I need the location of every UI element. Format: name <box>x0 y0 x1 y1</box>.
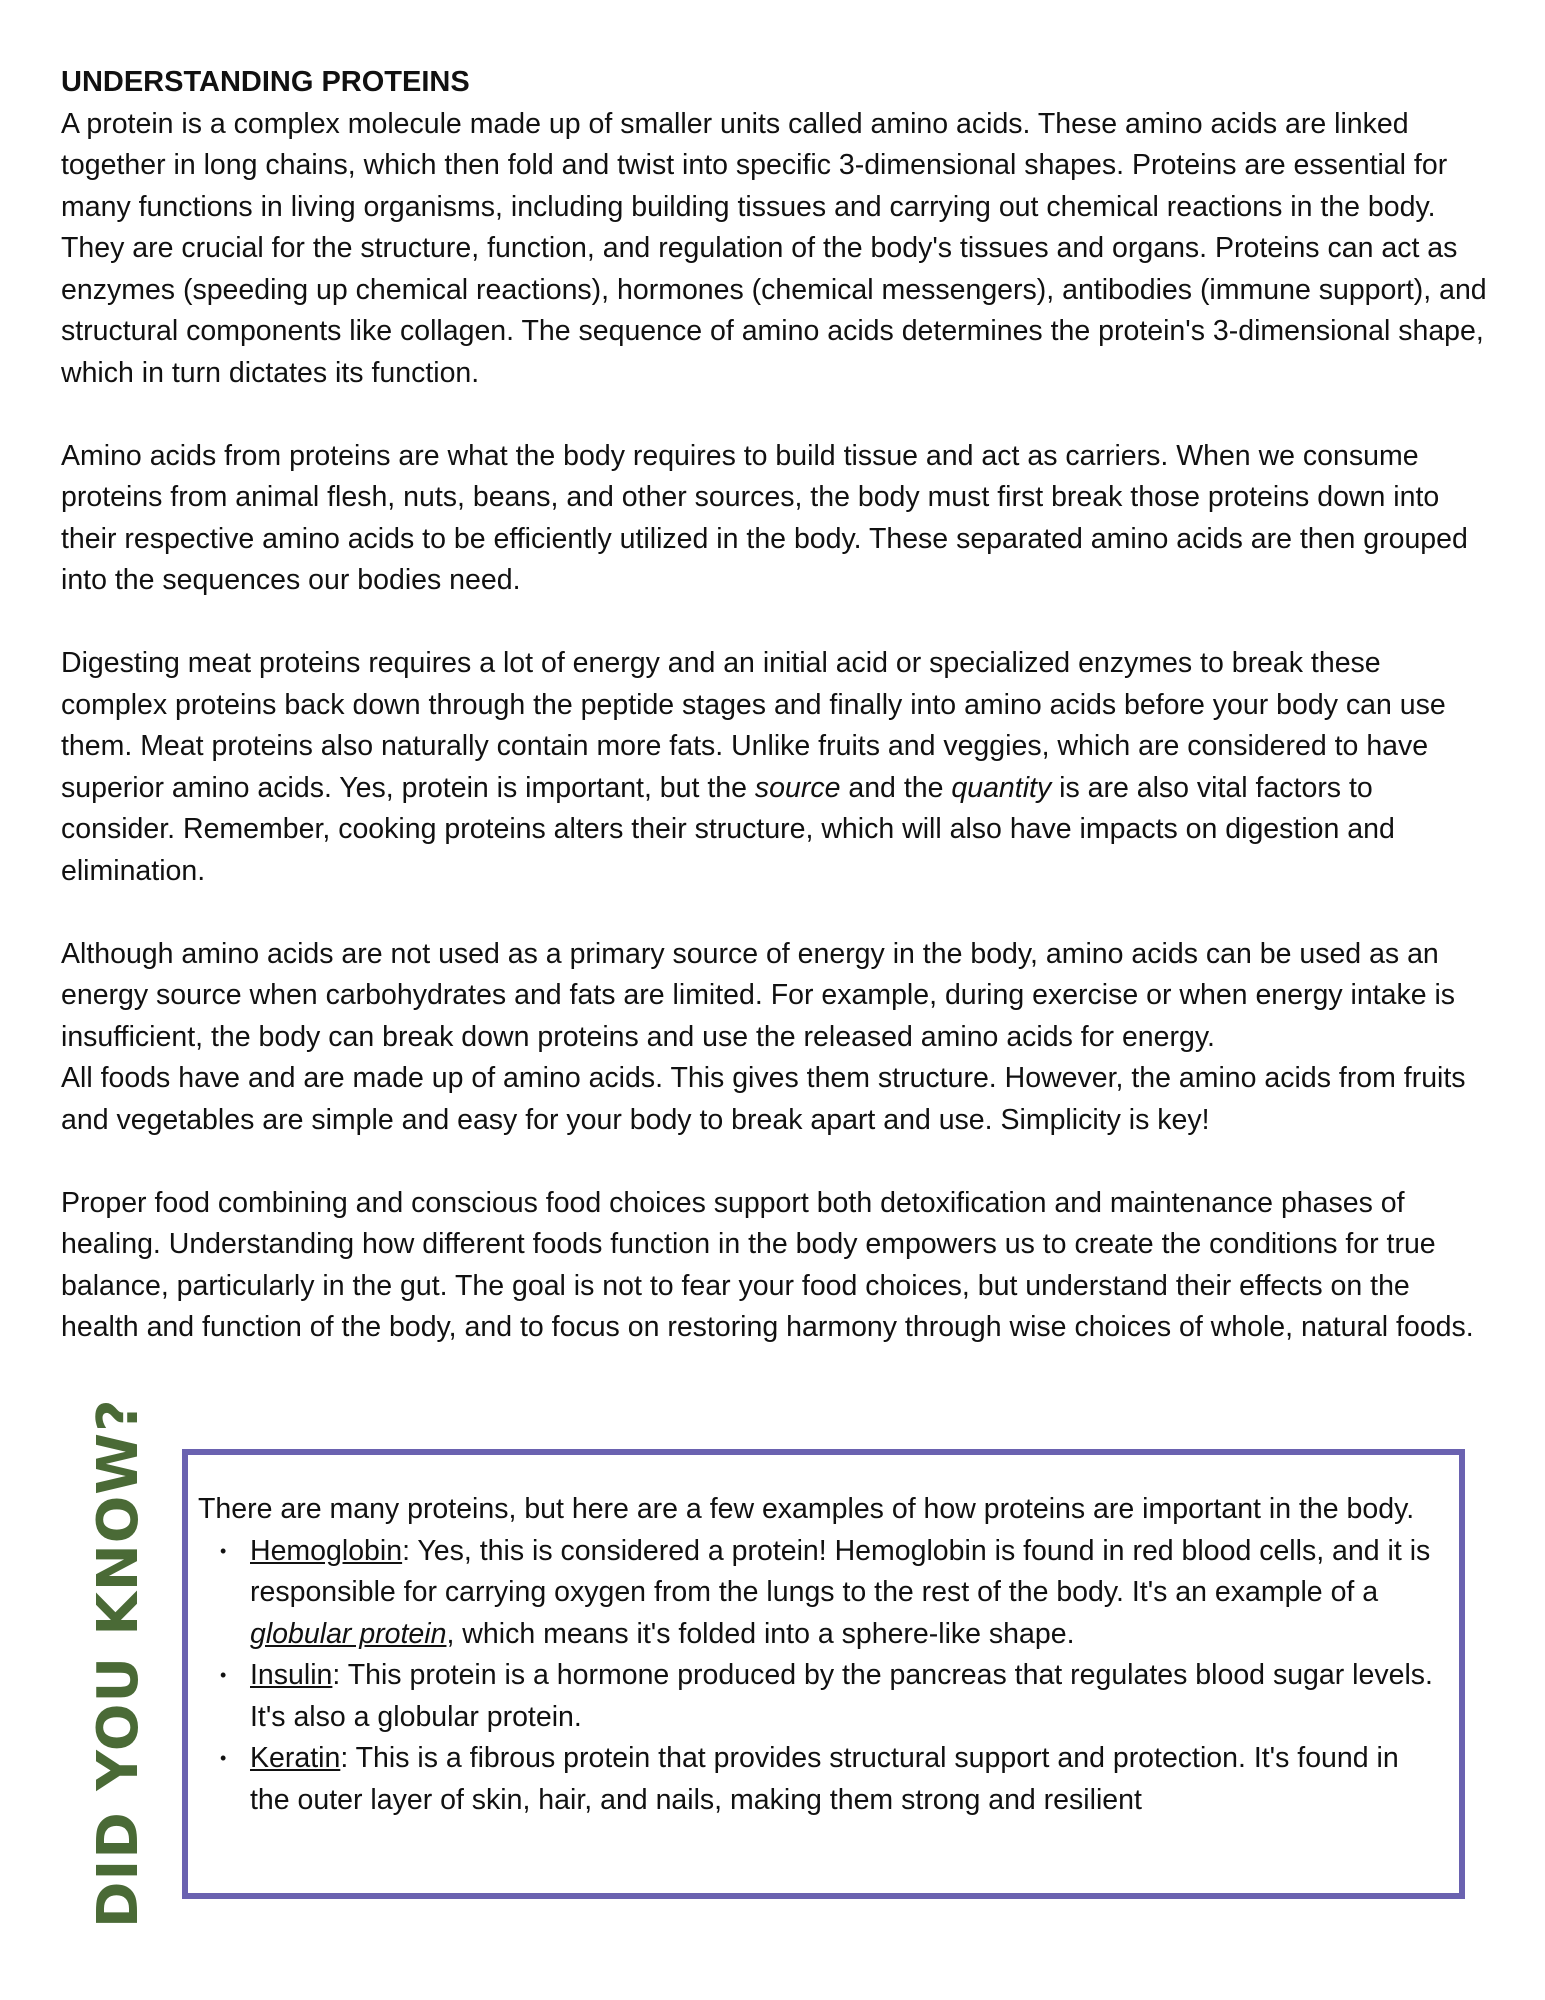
did-you-know-intro: There are many proteins, but here are a few examples of how proteins are important in the body. <box>198 1493 1415 1525</box>
list-item-keratin <box>198 1738 1438 1821</box>
document-body <box>61 62 1491 1390</box>
paragraph-amino-acids: Amino acids from proteins are what the body requires to build tissue and act as carriers. When we consume proteins from animal flesh, nuts, beans, and other sources, the body must first break those proteins down into their respective amino acids to be efficiently utilized in the body. These separated amino acids are then grouped into the sequences our bodies need. <box>61 439 1468 596</box>
did-you-know-box <box>182 1449 1465 1899</box>
did-you-know-heading: DID YOU KNOW? <box>86 1398 151 1928</box>
paragraph-protein-definition: A protein is a complex molecule made up of smaller units called amino acids. These amino acids are linked together in long chains, which then fold and twist into specific 3-dimensional shapes. Proteins are essential for many functions in living organisms, including building tissues and carrying out chemical reactions in the body. They are crucial for the structure, function, and regulation of the body's tissues and organs. Proteins can act as enzymes (speeding up chemical reactions), hormones (chemical messengers), antibodies (immune support), and structural components like collagen. The sequence of amino acids determines the protein's 3-dimensional shape, which in turn dictates its function. <box>61 107 1487 389</box>
paragraph-energy-source <box>61 934 1491 1142</box>
list-item-insulin <box>198 1655 1438 1738</box>
did-you-know-label <box>78 1398 160 1928</box>
did-you-know-content <box>198 1489 1438 1821</box>
term-keratin: Keratin <box>250 1742 341 1774</box>
item-text: : Yes, this is considered a protein! Hemoglobin is found in red blood cells, and it is responsible for carrying oxygen from the lungs to the rest of the body. It's an example of a <box>250 1534 1431 1608</box>
bullet-icon: • <box>220 1748 227 1768</box>
item-text: , which means it's folded into a sphere-like shape. <box>446 1617 1075 1650</box>
term-globular-protein: globular protein <box>250 1617 447 1650</box>
bullet-icon: • <box>220 1665 227 1685</box>
paragraph-meat-proteins <box>61 643 1491 892</box>
paragraph-text: All foods have and are made up of amino acids. This gives them structure. However, the amino acids from fruits and vegetables are simple and easy for your body to break apart and use. Simplicity is key! <box>61 1062 1466 1136</box>
item-text: : This is a fibrous protein that provides structural support and protection. It's found in the outer layer of skin, hair, and nails, making them strong and resilient <box>250 1742 1399 1816</box>
item-text: : This protein is a hormone produced by the pancreas that regulates blood sugar levels. It's also a globular protein. <box>250 1659 1433 1733</box>
paragraph-text: Digesting meat proteins requires a lot of energy and an initial acid or specialized enzymes to break these complex proteins back down through the peptide stages and finally into amino acids before your body can use them. Meat proteins also naturally contain more fats. Unlike fruits and veggies, which are considered to have superior amino acids. Yes, protein is important, but the <box>61 647 1446 804</box>
emphasis-quantity: quantity <box>951 771 1052 804</box>
protein-examples-list <box>198 1531 1438 1822</box>
bullet-icon: • <box>220 1540 227 1561</box>
paragraph-food-combining: Proper food combining and conscious food choices support both detoxification and maintenance phases of healing. Understanding how different foods function in the body empowers us to create the conditions for true balance, particularly in the gut. The goal is not to fear your food choices, but understand their effects on the health and function of the body, and to focus on restoring harmony through wise choices of whole, natural foods. <box>61 1186 1474 1343</box>
paragraph-text: is are also vital factors to consider. Remember, cooking proteins alters their structure, which will also have impacts on digestion and elimination. <box>61 771 1395 887</box>
paragraph-text: Although amino acids are not used as a primary source of energy in the body, amino acids can be used as an energy source when carbohydrates and fats are limited. For example, during exercise or when energy intake is insufficient, the body can break down proteins and use the released amino acids for energy. <box>61 937 1456 1053</box>
document-title: UNDERSTANDING PROTEINS <box>61 66 470 98</box>
paragraph-text: and the <box>840 771 952 804</box>
emphasis-source: source <box>754 771 841 804</box>
list-item-hemoglobin <box>198 1531 1438 1656</box>
term-hemoglobin: Hemoglobin <box>250 1534 403 1567</box>
term-insulin: Insulin <box>250 1659 333 1691</box>
